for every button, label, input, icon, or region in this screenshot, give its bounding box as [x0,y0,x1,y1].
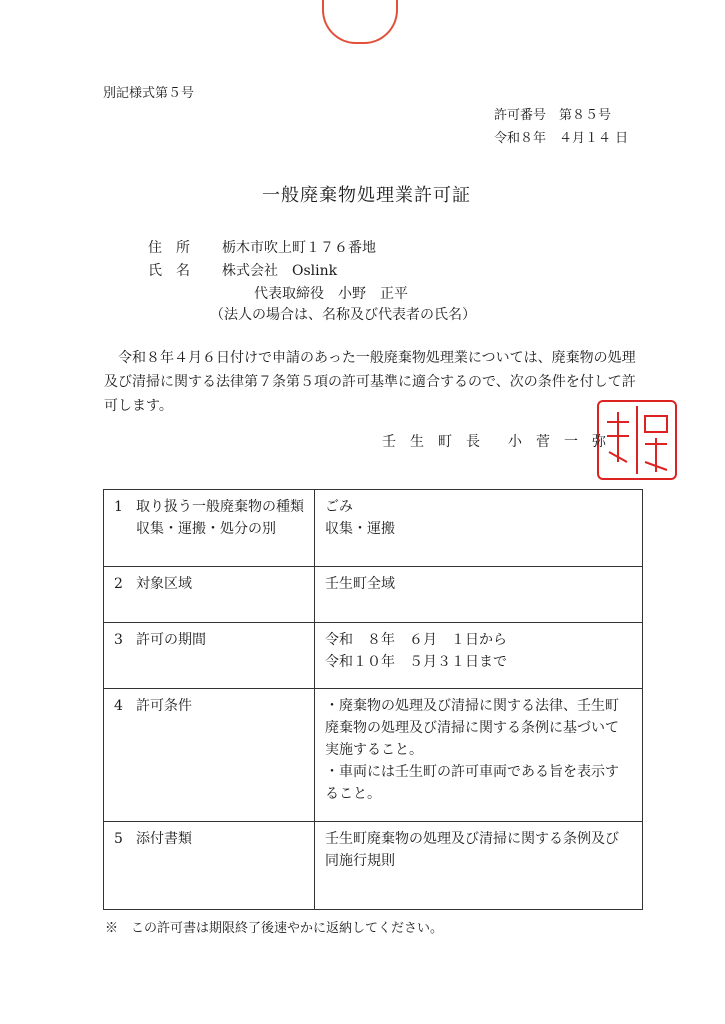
row-number: 3 [114,632,123,648]
condition-label-cell [104,623,315,689]
row-number: 5 [114,831,123,847]
form-number: 別記様式第５号 [103,86,195,101]
permit-number: 許可番号 第８５号 [494,108,612,123]
row-value: 令和 ８年 ６月 １日から [325,632,507,648]
name-label: 氏 名 [148,263,190,279]
footer-note: ※ この許可書は期限終了後速やかに返納してください。 [105,921,444,936]
condition-value-cell [315,623,643,689]
row-value: ・廃棄物の処理及び清掃に関する法律、壬生町廃棄物の処理及び清掃に関する条例に基づいて実施すること。 [325,698,619,758]
table-row [104,822,643,910]
condition-value-cell [315,567,643,623]
row-number: 2 [114,576,123,592]
table-row [104,490,643,567]
table-row [104,623,643,689]
conditions-table [103,489,643,910]
document-title: 一般廃棄物処理業許可証 [262,185,471,206]
row-label: 添付書類 [136,831,192,847]
condition-label-cell [104,567,315,623]
representative-name: 代表取締役 小野 正平 [254,286,408,302]
row-value: ごみ [325,499,353,515]
row-label: 対象区域 [136,576,192,592]
address-value: 栃木市吹上町１７６番地 [222,240,376,256]
condition-label-cell [104,822,315,910]
row-value-sub: ・車両には壬生町の許可車両である旨を表示すること。 [325,764,619,802]
company-name: 株式会社 Oslink [222,263,338,279]
condition-value-cell [315,689,643,822]
issue-date: 令和８年 ４月１４ 日 [494,131,629,146]
row-value: 壬生町全域 [325,576,395,592]
applicant-note: （法人の場合は、名称及び代表者の氏名） [210,307,476,323]
row-value-sub: 令和１０年 ５月３１日まで [325,654,507,670]
row-label: 許可の期間 [136,632,206,648]
row-label-sub: 収集・運搬・処分の別 [136,521,276,537]
condition-label-cell [104,689,315,822]
condition-label-cell [104,490,315,567]
table-row [104,567,643,623]
issuer-name: 壬 生 町 長 小 菅 一 弥 [382,434,606,450]
condition-value-cell [315,822,643,910]
seal-top-stamp [322,0,398,44]
condition-value-cell [315,490,643,567]
row-number: 4 [114,698,123,714]
row-value-sub: 収集・運搬 [325,521,395,537]
row-number: 1 [114,499,123,515]
permit-body-paragraph: 令和８年４月６日付けで申請のあった一般廃棄物処理業については、廃棄物の処理及び清掃に関する法律第７条第５項の許可基準に適合するので、次の条件を付して許可します。 [104,350,636,414]
row-value: 壬生町廃棄物の処理及び清掃に関する条例及び同施行規則 [325,831,619,869]
address-label: 住 所 [148,240,190,256]
row-label: 取り扱う一般廃棄物の種類 [136,499,304,515]
row-label: 許可条件 [136,698,192,714]
table-row [104,689,643,822]
